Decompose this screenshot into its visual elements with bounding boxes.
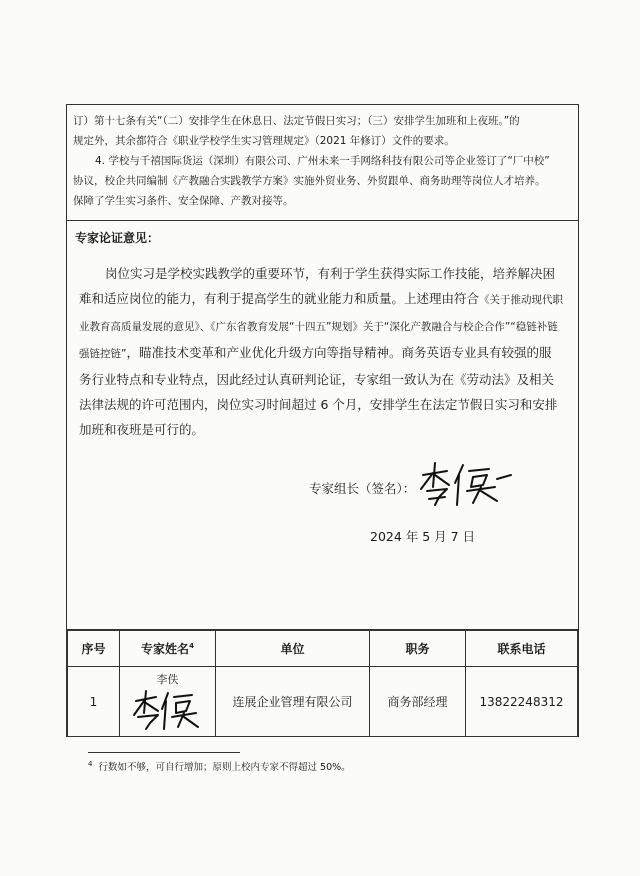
handwritten-signature [417,461,517,507]
opinion-text: ，瞄准技术变革和产业优化升级方向等指导精神。商务英语专业具有较强的服务行业特点和专业特点，因此经过认真研判论证，专家组一致认为在《劳动法》及相关法律法规的许可范围内，岗位实习时间超过 6 个月，安排学生在法定节假日实习和安排加班和夜班是可行的。 [79,345,558,437]
expert-table [67,630,578,737]
handwritten-signature [130,689,206,731]
text-line: 协议，校企共同编制《产教融合实践教学方案》实施外贸业务、外贸跟单、商务助理等岗位人才培养。 [73,175,546,187]
header-seq: 序号 [68,631,120,667]
footnote-text: 行数如不够，可自行增加；原则上校内专家不得超过 50%。 [98,762,351,773]
cell-unit: 连展企业管理有限公司 [216,667,370,737]
compliance-text-cell [67,105,578,221]
expert-opinion-cell [67,221,578,630]
cell-phone: 13822248312 [466,667,578,737]
header-name-text: 专家姓名 [141,642,190,656]
opinion-text: 岗位实习是学校实践教学的重要环节，有利于学生获得实际工作技能，培养解决困难和适应岗位的能力，有利于提高学生的就业能力和质量。上述理由符合 [79,266,556,306]
form-frame [66,104,579,737]
footnote-mark: 4 [88,759,93,768]
cell-seq: 1 [68,667,120,737]
footnote-ref: 4 [189,642,194,650]
text-line: 订）第十七条有关“（二）安排学生在休息日、法定节假日实习；（三）安排学生加班和上夜班。”的 [73,115,520,127]
footnote-divider [88,752,240,753]
header-unit: 单位 [216,631,370,667]
table-row [68,667,578,737]
table-header-row [68,631,578,667]
text-line: 4. 学校与千禧国际货运（深圳）有限公司、广州未来一手网络科技有限公司等企业签订了“厂中校” [95,155,550,167]
text-line: 规定外，其余都符合《职业学校学生实习管理规定》（2021 年修订）文件的要求。 [73,135,455,147]
leader-sign-label: 专家组长（签名）： [309,481,416,496]
footnote [88,759,351,773]
opinion-policy-text: 《关于推动现代职业教育高质量发展的意见》、《广东省教育发展“十四五”规划》关于“深化产教融合与校企合作”“稳链补链强链控链” [79,294,564,360]
cell-name [120,667,216,737]
header-name [120,631,216,667]
text-line: 保障了学生实习条件、安全保障、产教对接等。 [73,195,294,207]
header-phone: 联系电话 [466,631,578,667]
cell-position: 商务部经理 [370,667,466,737]
opinion-body [79,261,563,442]
opinion-title: 专家论证意见： [75,231,160,245]
header-position: 职务 [370,631,466,667]
expert-name: 李佚 [156,673,179,686]
opinion-date: 2024 年 5 月 7 日 [370,529,476,544]
